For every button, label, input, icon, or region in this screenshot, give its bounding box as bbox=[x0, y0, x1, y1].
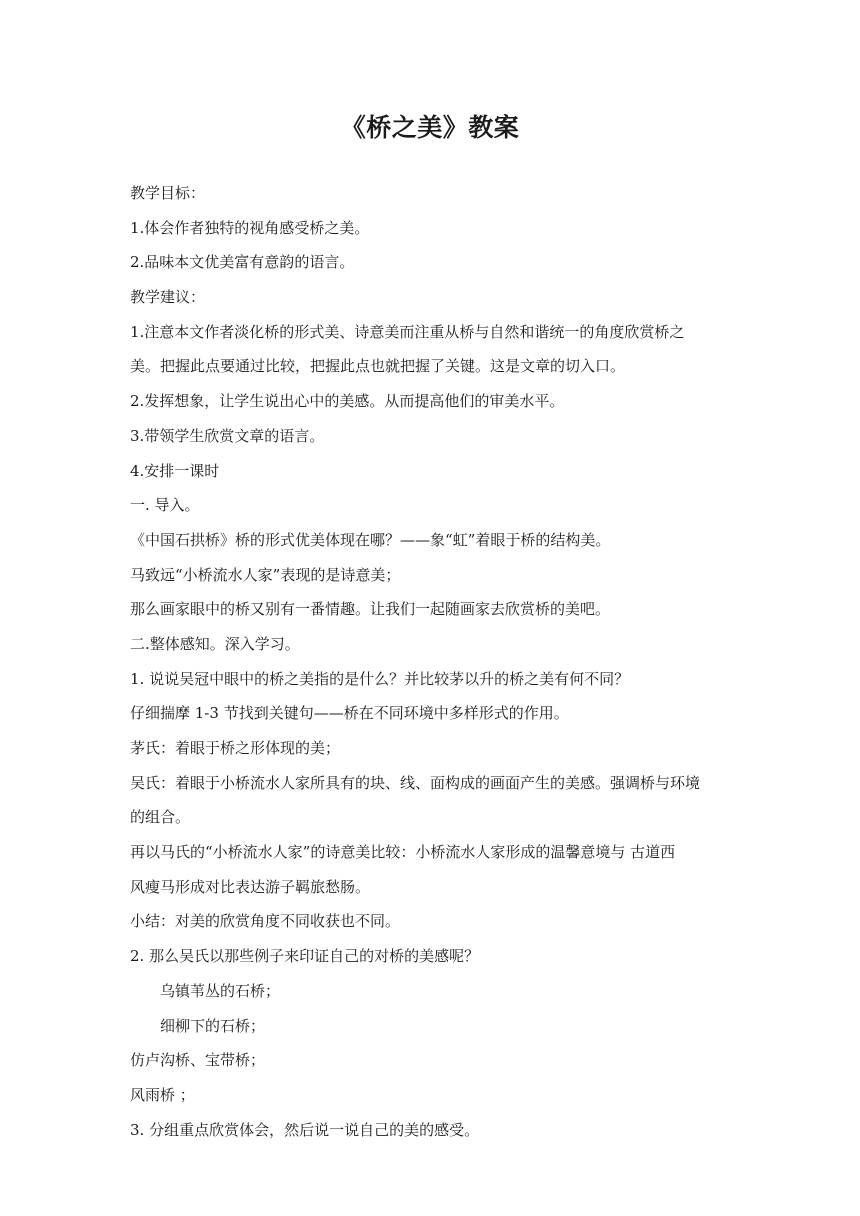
text-line: 小结：对美的欣赏角度不同收获也不同。 bbox=[130, 912, 401, 931]
text-line: 再以马氏的“小桥流水人家”的诗意美比较：小桥流水人家形成的温馨意境与 古道西 bbox=[130, 843, 676, 862]
text-line: 那么画家眼中的桥又别有一番情趣。让我们一起随画家去欣赏桥的美吧。 bbox=[130, 600, 611, 619]
text-line: 3. 分组重点欣赏体会，然后说一说自己的美的感受。 bbox=[130, 1120, 480, 1139]
text-line: 一. 导入。 bbox=[130, 496, 200, 515]
text-line: 教学建议： bbox=[130, 288, 206, 307]
text-line: 教学目标： bbox=[130, 184, 206, 202]
text-line: 2. 那么吴氏以那些例子来印证自己的对桥的美感呢？ bbox=[130, 947, 480, 966]
text-line: 2.品味本文优美富有意韵的语言。 bbox=[130, 253, 355, 272]
text-line: 风雨桥 ； bbox=[130, 1085, 195, 1104]
text-line: 《中国石拱桥》桥的形式优美体现在哪？——象“虹”着眼于桥的结构美。 bbox=[130, 530, 611, 549]
text-line: 二.整体感知。深入学习。 bbox=[130, 634, 300, 653]
text-line: 仿卢沟桥、宝带桥； bbox=[130, 1051, 266, 1070]
text-line: 1.体会作者独特的视角感受桥之美。 bbox=[130, 218, 370, 237]
text-line: 马致远“小桥流水人家”表现的是诗意美； bbox=[130, 565, 401, 584]
text-line: 1. 说说吴冠中眼中的桥之美指的是什么？并比较茅以升的桥之美有何不同？ bbox=[130, 669, 630, 688]
text-line: 4.安排一课时 bbox=[130, 461, 220, 480]
text-line: 乌镇苇丛的石桥； bbox=[160, 981, 281, 1000]
document-title: 《桥之美》教案 bbox=[340, 113, 520, 142]
text-line: 仔细揣摩 1-3 节找到关键句——桥在不同环境中多样形式的作用。 bbox=[130, 704, 569, 723]
text-line: 美。把握此点要通过比较，把握此点也就把握了关键。这是文章的切入口。 bbox=[130, 357, 626, 376]
text-line: 的组合。 bbox=[130, 808, 191, 827]
text-line: 茅氏：着眼于桥之形体现的美； bbox=[130, 739, 341, 757]
text-line: 2.发挥想象，让学生说出心中的美感。从而提高他们的审美水平。 bbox=[130, 392, 565, 411]
document-body bbox=[130, 176, 734, 1147]
text-line: 吴氏：着眼于小桥流水人家所具有的块、线、面构成的画面产生的美感。强调桥与环境 bbox=[130, 773, 701, 792]
text-line: 1.注意本文作者淡化桥的形式美、诗意美而注重从桥与自然和谐统一的角度欣赏桥之 bbox=[130, 322, 685, 341]
text-line: 3.带领学生欣赏文章的语言。 bbox=[130, 426, 325, 445]
text-line: 风瘦马形成对比表达游子羁旅愁肠。 bbox=[130, 877, 371, 896]
text-line: 细柳下的石桥； bbox=[160, 1016, 266, 1035]
